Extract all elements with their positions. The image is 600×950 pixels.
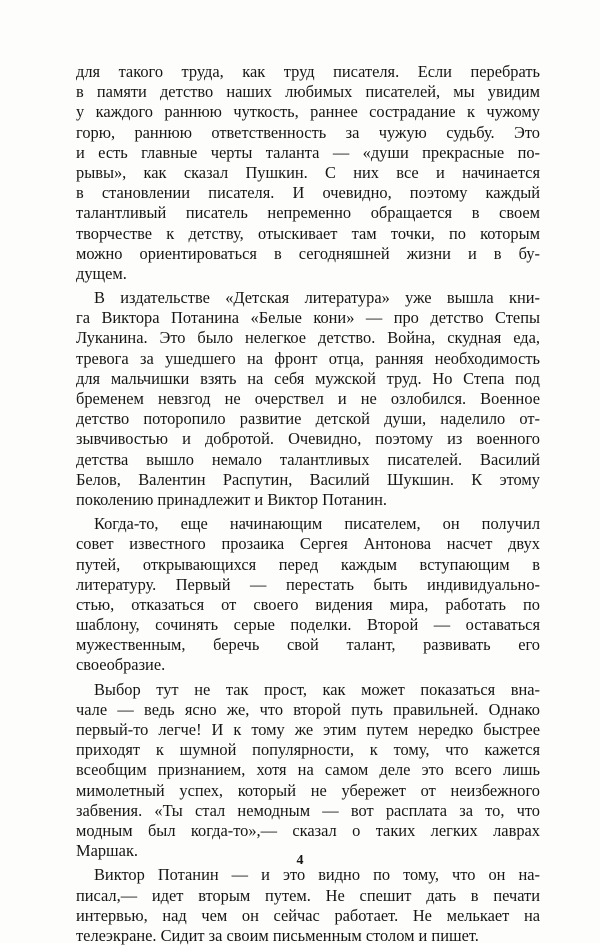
text-line: В издательстве «Детская литература» уже вышла кни- — [94, 288, 540, 308]
text-line: в памяти детство наших любимых писателей, мы увидим — [76, 82, 540, 102]
text-line: приходят к шумной популярности, к тому, что кажется — [76, 740, 540, 760]
text-line: мужественным, беречь свой талант, развивать его — [76, 635, 540, 655]
text-line: в становлении писателя. И очевидно, поэтому каждый — [76, 183, 540, 203]
text-line: детство поторопило развитие детской души, наделило от- — [76, 409, 540, 429]
body-text — [76, 62, 540, 950]
text-line: шаблону, сочинять серые поделки. Второй — оставаться — [76, 615, 540, 635]
text-line: для такого труда, как труд писателя. Если перебрать — [76, 62, 540, 81]
text-line: Белов, Валентин Распутин, Василий Шукшин. К этому — [76, 469, 540, 489]
text-line: Когда-то, еще начинающим писателем, он получил — [94, 514, 540, 534]
text-line: поколению принадлежит и Виктор Потанин. — [76, 489, 387, 509]
text-line: Луканина. Это было нелегкое детство. Война, скудная еда, — [76, 328, 540, 348]
text-line: творчестве к детству, отыскивает там точки, по которым — [76, 223, 540, 243]
paragraph — [76, 514, 540, 676]
text-line: дущем. — [76, 263, 127, 283]
text-line: интервью, над чем он сейчас работает. Не мелькает на — [76, 905, 540, 925]
paragraph — [76, 680, 540, 862]
text-line: рывы», как сказал Пушкин. С них все и начинается — [76, 162, 540, 182]
text-line: и есть главные черты таланта — «души прекрасные по- — [76, 142, 540, 162]
text-line: Выбор тут не так прост, как может показаться вна- — [94, 679, 540, 699]
text-line: мимолетный успех, который не убережет от неизбежного — [76, 780, 540, 800]
text-line: Маршак. — [76, 841, 139, 861]
text-line: талантливый писатель непременно обращается в своем — [76, 203, 540, 223]
text-line: горю, раннюю ответственность за чужую судьбу. Это — [76, 122, 540, 142]
text-line: тревога за ушедшего на фронт отца, ранняя необходимость — [76, 348, 540, 368]
text-line: первый-то легче! И к тому же этим путем нередко быстрее — [76, 720, 540, 739]
text-line: своеобразие. — [76, 655, 166, 675]
paragraph — [76, 62, 540, 284]
text-line: модным был когда-то»,— сказал о таких легких лаврах — [76, 820, 540, 840]
text-line: для мальчишки взять на себя мужской труд. Но Степа под — [76, 368, 540, 388]
text-line: писал,— идет вторым путем. Не спешит дать в печати — [76, 885, 540, 905]
text-line: детства вышло немало талантливых писателей. Василий — [76, 449, 540, 469]
paragraph — [76, 865, 540, 946]
text-line: га Виктора Потанина «Белые кони» — про детство Степы — [76, 308, 540, 328]
text-line: путей, открывающихся перед каждым вступающим в — [76, 554, 540, 574]
paragraph — [76, 288, 540, 510]
text-line: зывчивостью и добротой. Очевидно, поэтому из военного — [76, 429, 540, 449]
text-line: забвения. «Ты стал немодным — вот расплата за то, что — [76, 800, 540, 820]
text-line: можно ориентироваться в сегодняшней жизни и в бу- — [76, 243, 540, 263]
text-line: совет известного прозаика Сергея Антонова насчет двух — [76, 534, 540, 554]
text-line: чале — ведь ясно же, что второй путь правильней. Однако — [76, 699, 540, 719]
text-line: телеэкране. Сидит за своим письменным столом и пишет. — [76, 925, 479, 945]
page-number: 4 — [296, 853, 304, 868]
text-line: стью, отказаться от своего видения мира, работать по — [76, 594, 540, 614]
text-line: бременем невзгод не очерствел и не озлобился. Военное — [76, 389, 540, 408]
text-line: всеобщим признанием, хотя на самом деле это всего лишь — [76, 760, 540, 780]
text-line: литературу. Первый — перестать быть индивидуально- — [76, 574, 540, 594]
text-line: Виктор Потанин — и это видно по тому, что он на- — [94, 865, 540, 885]
text-line: у каждого раннюю чуткость, раннее сострадание к чужому — [76, 102, 540, 122]
